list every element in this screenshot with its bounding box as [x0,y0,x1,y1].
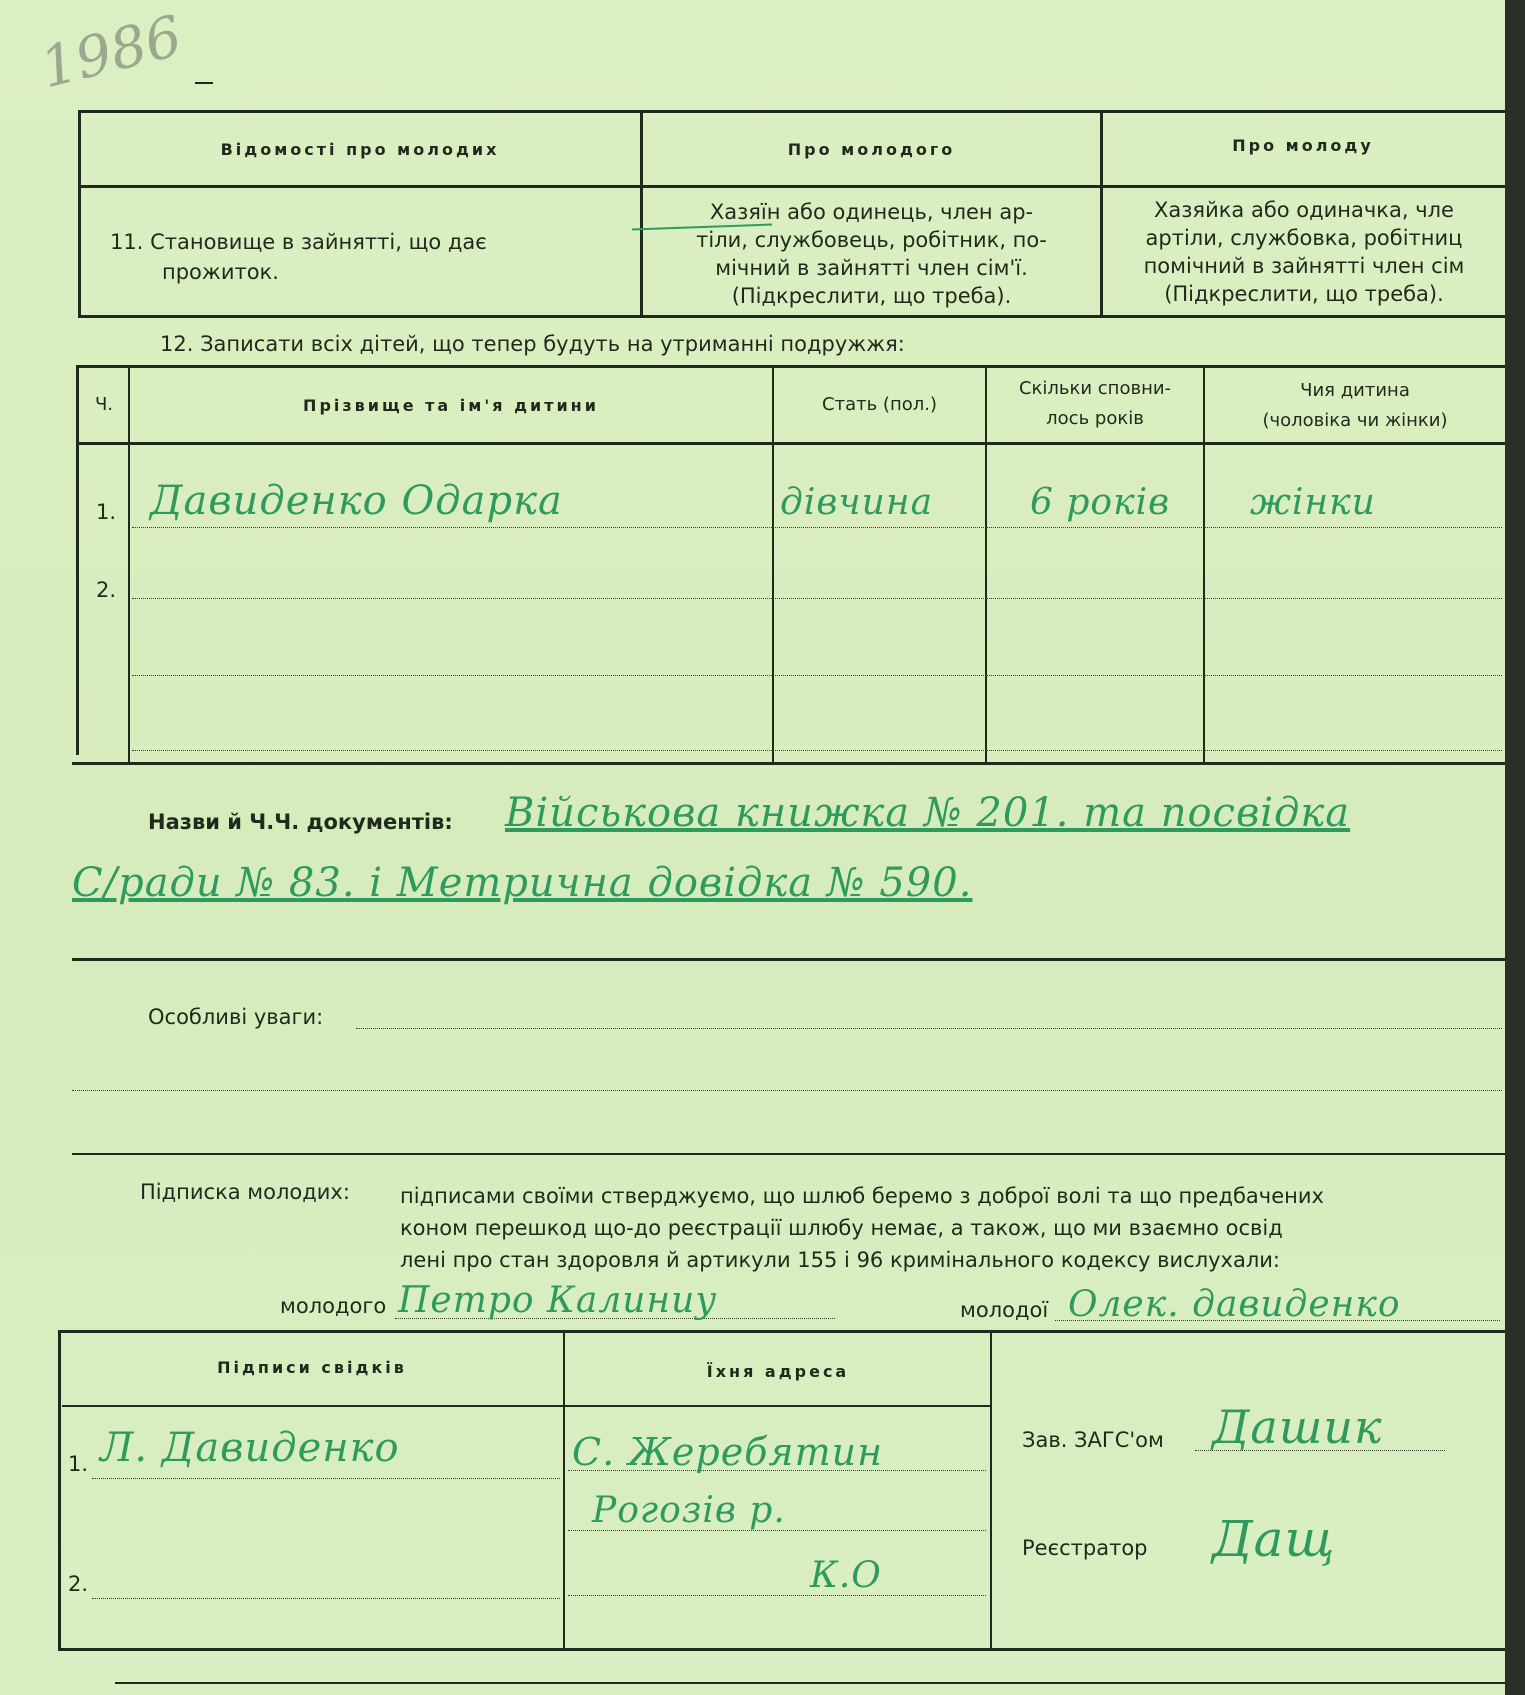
child-row-1-age: 6 років [1030,482,1171,523]
children-col-age-line1: Скільки сповни- [1018,378,1172,399]
bride-column-header: Про молоду [1232,136,1374,155]
oath-line1: підписами своїми стверджуємо, що шлюб беремо з доброї волі та що предбачених [400,1184,1324,1208]
children-top-rule [78,365,1505,368]
groom-option-line: Хазяїн або одинець, член ар- [709,200,1034,224]
dash-mark [195,82,213,84]
witness-col-address: Їхня адреса [706,1362,850,1381]
children-col-divider-1 [128,365,130,762]
witness-address-line2: Рогозів р. [592,1490,786,1531]
bride-signature: Олек. давиденко [1068,1284,1401,1325]
witness-header-rule [62,1405,990,1407]
table1-bottom-rule [78,315,1505,318]
remarks-line [72,1090,1502,1091]
groom-signature-label: молодого [280,1294,387,1318]
witness-col-divider-1 [563,1330,565,1650]
table1-header-rule [78,185,1505,188]
zags-head-label: Зав. ЗАГС'ом [1022,1428,1164,1452]
documents-line1: Військова книжка № 201. та посвідка [505,790,1351,836]
witness-bottom-rule [58,1648,1505,1651]
groom-option-line: тіли, службовець, робітник, по- [696,228,1047,252]
bride-option-line: Хазяйка або одиначка, чле [1154,198,1454,222]
groom-signature: Петро Калиниу [398,1280,718,1321]
documents-label: Назви й Ч.Ч. документів: [148,810,453,834]
children-col-age-line2: лось років [1046,408,1144,429]
address-line [568,1595,986,1596]
oath-line2: коном перешкод що-до реєстрації шлюбу немає, а також, що ми взаємно освід [400,1216,1283,1240]
children-section-title: 12. Записати всіх дітей, що тепер будуть на утриманні подружжя: [160,332,905,356]
table1-top-rule [78,110,1505,113]
groom-occupation-options [643,198,1100,310]
documents-line2: С/ради № 83. і Метрична довідка № 590. [72,860,973,906]
registrar-label: Реєстратор [1022,1536,1148,1560]
witness-row-line [92,1598,560,1599]
child-row-line [132,598,1502,599]
witness-top-rule [58,1330,1505,1333]
bride-option-line: помічний в зайнятті член сім [1143,254,1465,278]
info-column-header: Відомості про молодих [220,140,500,159]
child-row-line [132,750,1502,751]
children-col-sex: Стать (пол.) [822,394,937,415]
child-row-1-whose: жінки [1250,482,1376,523]
witness-left-border [58,1330,61,1650]
children-left-border [76,365,79,755]
bride-occupation-options [1103,196,1505,308]
binding-edge [1505,0,1525,1695]
children-col-whose-line2: (чоловіка чи жінки) [1262,410,1448,431]
zags-head-signature: Дашик [1212,1400,1383,1454]
child-row-line [132,527,1502,528]
row11-label-line1: 11. Становище в зайнятті, що дає [110,230,487,254]
page-number: 1986 [34,3,189,102]
children-col-divider-2 [772,365,774,762]
child-row-1-name: Давиденко Одарка [150,478,563,524]
remarks-label: Особливі уваги: [148,1005,324,1029]
witness-col-signatures: Підписи свідків [217,1358,407,1377]
witness-1-signature: Л. Давиденко [100,1425,400,1471]
child-row-line [132,675,1502,676]
children-bottom-rule [72,762,1505,765]
witness-address-line3: К.О [810,1555,882,1596]
row11-label-line2: прожиток. [162,260,279,284]
witness-row-1-number: 1. [68,1452,89,1476]
child-row-1-sex: дівчина [780,482,934,523]
bride-option-line: (Підкреслити, що треба). [1164,282,1444,306]
groom-column-header: Про молодого [787,140,956,159]
children-header-rule [78,442,1505,445]
witness-row-2-number: 2. [68,1572,89,1596]
children-col-name: Прізвище та ім'я дитини [303,396,599,415]
groom-option-line: мічний в зайнятті член сім'ї. [715,256,1028,280]
child-row-1-number: 1. [96,500,117,524]
bride-signature-label: молодої [960,1298,1049,1322]
witness-1-address: С. Жеребятин [572,1430,884,1474]
children-col-whose-line1: Чия дитина [1300,380,1410,401]
groom-option-line: (Підкреслити, що треба). [731,284,1012,308]
registrar-signature: Дащ [1212,1510,1336,1568]
remarks-bottom-rule [72,1153,1505,1155]
child-row-2-number: 2. [96,578,117,602]
oath-line3: лені про стан здоровля й артикули 155 і 96 кримінального кодексу вислухали: [400,1248,1281,1272]
bride-option-line: артіли, службовка, робітниц [1145,226,1463,250]
witness-col-divider-2 [990,1330,992,1650]
documents-bottom-rule [72,958,1505,961]
witness-row-line [92,1478,560,1479]
remarks-line [356,1028,1502,1029]
page-bottom-rule [115,1682,1505,1684]
oath-label: Підписка молодих: [140,1180,350,1204]
children-col-no: Ч. [94,394,114,415]
